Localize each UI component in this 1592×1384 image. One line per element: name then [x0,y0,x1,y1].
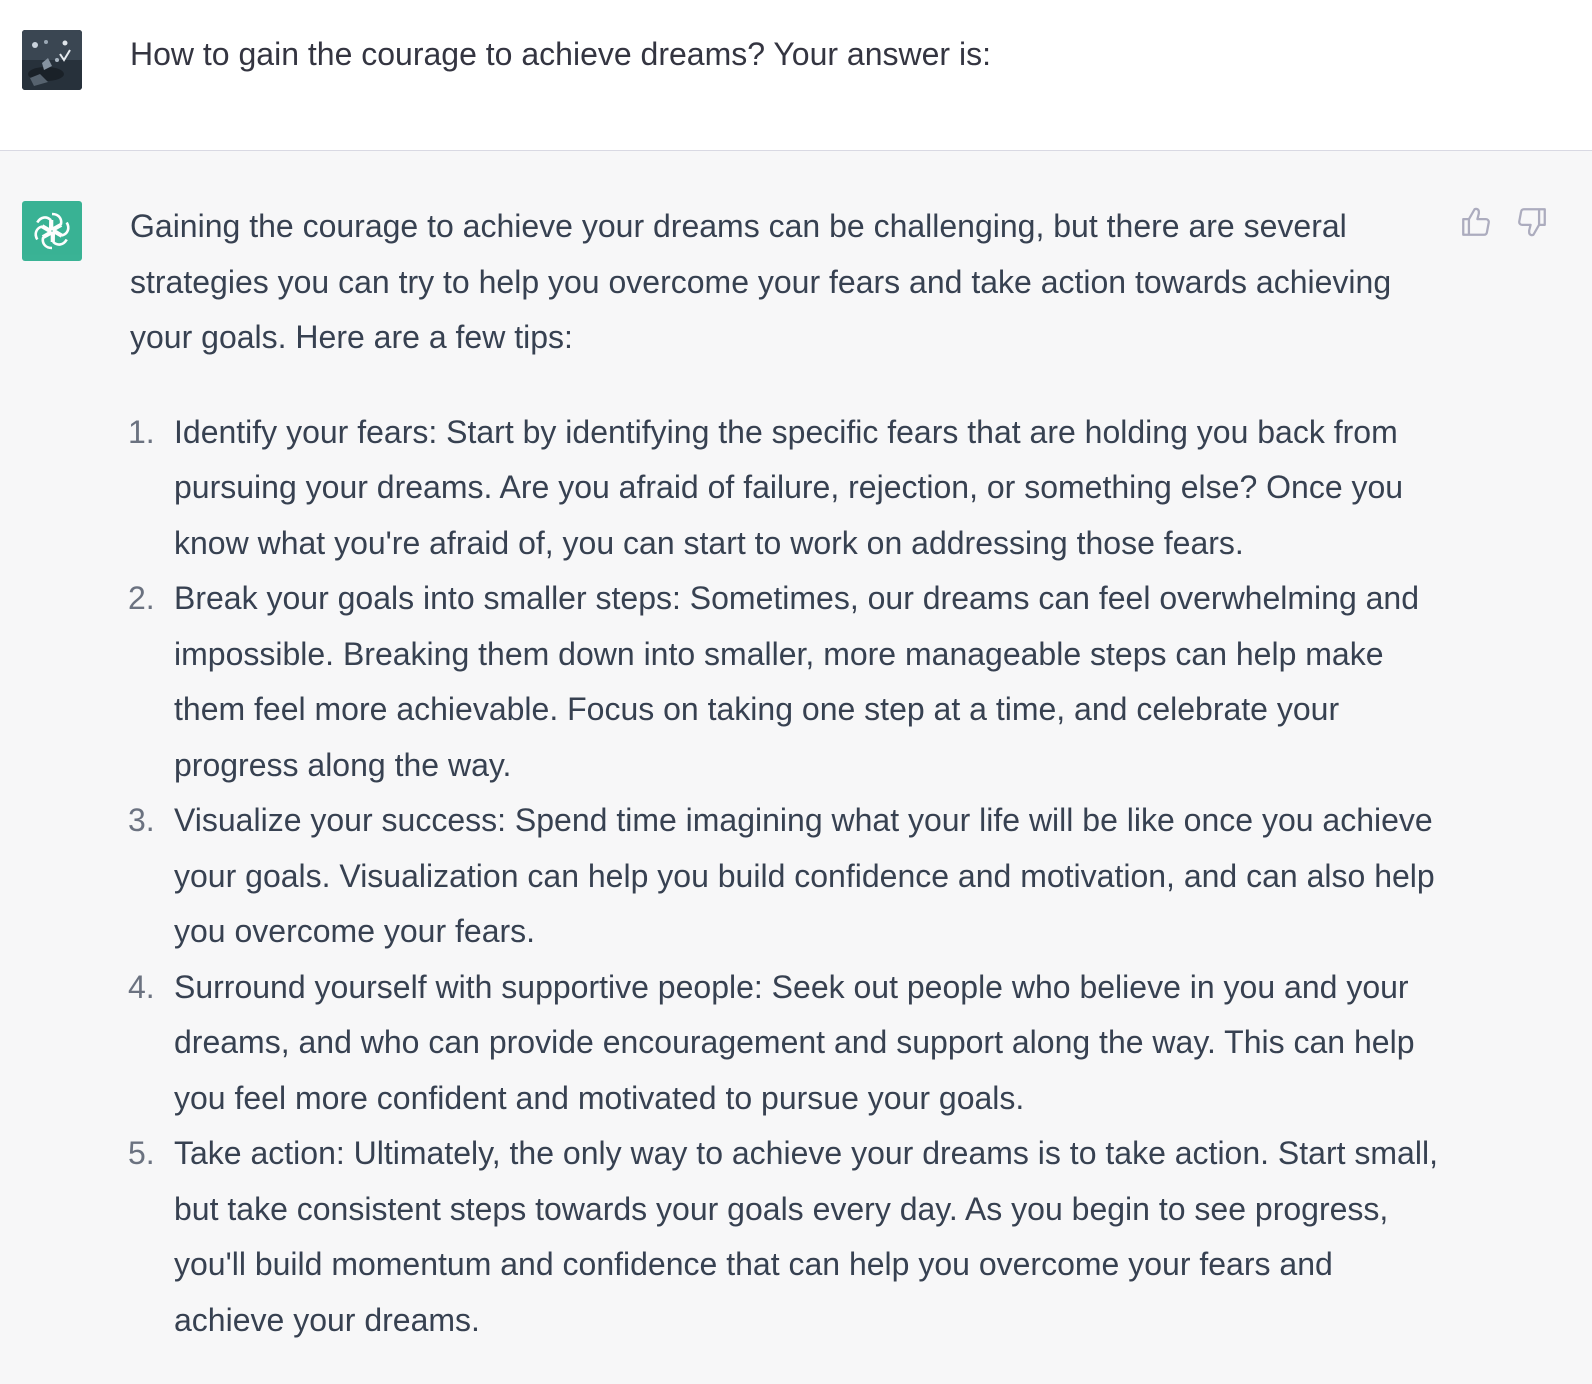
assistant-message-text [130,199,1450,1348]
assistant-message-row [0,151,1592,1384]
openai-logo-icon [31,210,73,252]
user-message-row [0,0,1592,151]
thumbs-down-icon [1515,205,1549,239]
tips-list [130,405,1450,1349]
user-avatar-image [22,30,82,90]
tip-item: Take action: Ultimately, the only way to achieve your dreams is to take action. Start small, but take consistent steps towards your goals every day. As you begin to see progress, you'll build momentum and confidence that can help you overcome your fears and achieve your dreams. [174,1135,1438,1338]
thumbs-down-button[interactable] [1512,202,1552,242]
assistant-avatar [22,201,82,261]
thumbs-up-button[interactable] [1456,202,1496,242]
tip-item: Identify your fears: Start by identifying the specific fears that are holding you back from pursuing your dreams. Are you afraid of failure, rejection, or something else? Once you know what you're afraid of, you can start to work on addressing those fears. [174,413,1404,561]
thumbs-up-icon [1459,205,1493,239]
answer-intro: Gaining the courage to achieve your dreams can be challenging, but there are several strategies you can try to help you overcome your fears and take action towards achieving your goals. Here are a few tips: [130,208,1392,355]
user-avatar [22,30,82,90]
tip-item: Visualize your success: Spend time imagining what your life will be like once you achieve your goals. Visualization can help you build confidence and motivation, and can also help you overcome your fears. [174,802,1435,949]
tip-item: Surround yourself with supportive people: Seek out people who believe in you and your dreams, and who can provide encouragement and support along the way. This can help you feel more confident and motivated to pursue your goals. [174,968,1415,1116]
tip-item: Break your goals into smaller steps: Sometimes, our dreams can feel overwhelming and impossible. Breaking them down into smaller, more manageable steps can help make them feel more achievable. Focus on taking one step at a time, and celebrate your progress along the way. [174,580,1420,783]
user-message-text: How to gain the courage to achieve dreams? Your answer is: [130,36,991,72]
